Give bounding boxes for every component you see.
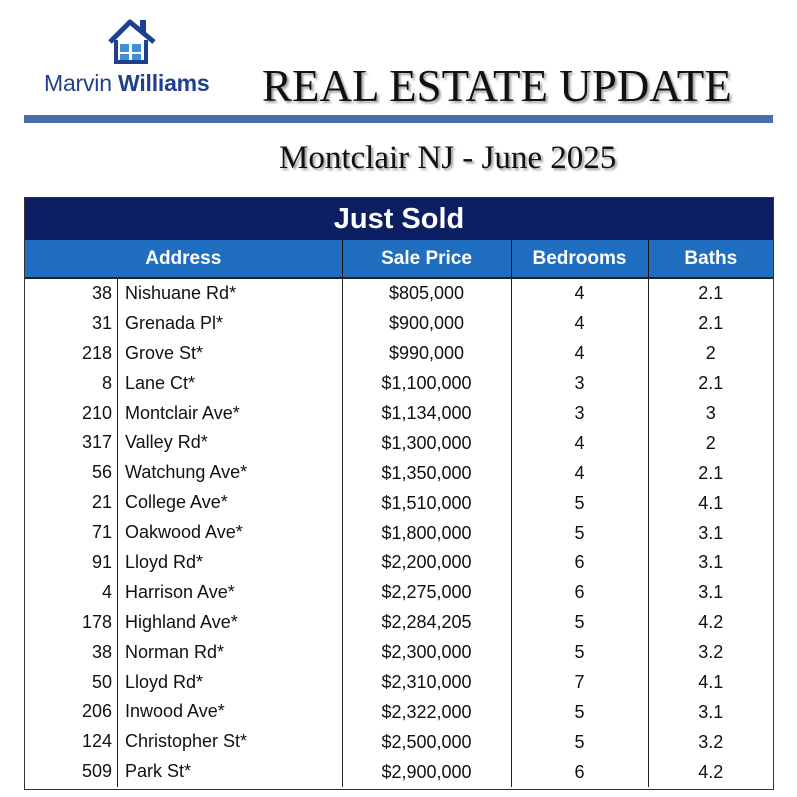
street-number: 4: [25, 578, 118, 608]
bedrooms-cell: 6: [511, 757, 648, 787]
address-cell: [25, 668, 342, 698]
bedrooms-cell: 5: [511, 638, 648, 668]
sale-price-cell: $2,310,000: [342, 668, 511, 698]
bedrooms-cell: 5: [511, 727, 648, 757]
bedrooms-cell: 5: [511, 488, 648, 518]
street-number: 178: [25, 608, 118, 638]
table-row: [25, 488, 773, 518]
table-row: [25, 638, 773, 668]
address-cell: [25, 369, 342, 399]
street-number: 38: [25, 279, 118, 309]
sale-price-cell: $2,500,000: [342, 727, 511, 757]
street-number: 91: [25, 548, 118, 578]
bedrooms-cell: 4: [511, 278, 648, 309]
street-name: College Ave*: [125, 492, 228, 513]
bedrooms-cell: 6: [511, 548, 648, 578]
street-number: 8: [25, 369, 118, 399]
street-number: 56: [25, 458, 118, 488]
sale-price-cell: $805,000: [342, 278, 511, 309]
baths-cell: 4.1: [648, 668, 773, 698]
table-row: [25, 548, 773, 578]
bedrooms-cell: 3: [511, 369, 648, 399]
baths-cell: 3: [648, 399, 773, 429]
bedrooms-cell: 3: [511, 399, 648, 429]
table-row: [25, 458, 773, 488]
address-cell: [25, 399, 342, 429]
brand-last-name: Williams: [118, 70, 210, 96]
house-logo-icon: [104, 14, 160, 66]
column-header-bedrooms: Bedrooms: [511, 240, 648, 278]
sale-price-cell: $1,300,000: [342, 428, 511, 458]
street-name: Oakwood Ave*: [125, 522, 243, 543]
street-name: Christopher St*: [125, 731, 248, 752]
table-row: [25, 757, 773, 787]
sale-price-cell: $1,134,000: [342, 399, 511, 429]
street-number: 206: [25, 697, 118, 727]
address-cell: [25, 278, 342, 309]
sale-price-cell: $990,000: [342, 339, 511, 369]
baths-cell: 3.2: [648, 727, 773, 757]
page-title: REAL ESTATE UPDATE: [262, 61, 732, 111]
street-number: 21: [25, 488, 118, 518]
street-name: Lloyd Rd*: [125, 671, 204, 692]
column-header-baths: Baths: [648, 240, 773, 278]
address-cell: [25, 757, 342, 787]
baths-cell: 3.1: [648, 548, 773, 578]
sales-table-panel: [24, 197, 774, 790]
baths-cell: 3.1: [648, 697, 773, 727]
sale-price-cell: $1,800,000: [342, 518, 511, 548]
sale-price-cell: $2,284,205: [342, 608, 511, 638]
street-number: 71: [25, 518, 118, 548]
brand-first-name: Marvin: [44, 70, 112, 96]
baths-cell: 4.2: [648, 608, 773, 638]
bedrooms-cell: 7: [511, 668, 648, 698]
street-name: Park St*: [125, 761, 192, 782]
street-name: Watchung Ave*: [125, 462, 248, 483]
table-row: [25, 727, 773, 757]
street-name: Harrison Ave*: [125, 581, 235, 602]
baths-cell: 4.2: [648, 757, 773, 787]
address-cell: [25, 638, 342, 668]
bedrooms-cell: 4: [511, 428, 648, 458]
sale-price-cell: $900,000: [342, 309, 511, 339]
sale-price-cell: $1,510,000: [342, 488, 511, 518]
street-name: Inwood Ave*: [125, 701, 225, 722]
street-name: Valley Rd*: [125, 432, 208, 453]
baths-cell: 3.1: [648, 578, 773, 608]
street-number: 124: [25, 727, 118, 757]
table-row: [25, 428, 773, 458]
street-number: 210: [25, 399, 118, 429]
street-number: 218: [25, 339, 118, 369]
table-row: [25, 339, 773, 369]
bedrooms-cell: 5: [511, 518, 648, 548]
sale-price-cell: $2,900,000: [342, 757, 511, 787]
street-number: 317: [25, 428, 118, 458]
sale-price-cell: $1,100,000: [342, 369, 511, 399]
bedrooms-cell: 4: [511, 458, 648, 488]
address-cell: [25, 488, 342, 518]
sales-table: [25, 240, 773, 787]
baths-cell: 2.1: [648, 458, 773, 488]
table-banner: Just Sold: [25, 198, 773, 240]
address-cell: [25, 428, 342, 458]
table-row: [25, 668, 773, 698]
table-row: [25, 399, 773, 429]
street-name: Nishuane Rd*: [125, 283, 237, 303]
column-header-address: Address: [25, 240, 342, 278]
column-header-sale-price: Sale Price: [342, 240, 511, 278]
address-cell: [25, 548, 342, 578]
table-row: [25, 309, 773, 339]
baths-cell: 2.1: [648, 369, 773, 399]
bedrooms-cell: 4: [511, 309, 648, 339]
table-header-row: [25, 240, 773, 278]
sale-price-cell: $2,300,000: [342, 638, 511, 668]
brand-name: [44, 70, 210, 97]
sale-price-cell: $1,350,000: [342, 458, 511, 488]
baths-cell: 3.1: [648, 518, 773, 548]
address-cell: [25, 727, 342, 757]
street-name: Grove St*: [125, 342, 204, 363]
address-cell: [25, 697, 342, 727]
sale-price-cell: $2,322,000: [342, 697, 511, 727]
table-row: [25, 578, 773, 608]
baths-cell: 4.1: [648, 488, 773, 518]
table-row: [25, 278, 773, 309]
street-name: Norman Rd*: [125, 641, 225, 662]
bedrooms-cell: 6: [511, 578, 648, 608]
address-cell: [25, 578, 342, 608]
address-cell: [25, 458, 342, 488]
street-name: Montclair Ave*: [125, 402, 240, 423]
bedrooms-cell: 4: [511, 339, 648, 369]
address-cell: [25, 608, 342, 638]
header-divider: [24, 115, 773, 123]
sale-price-cell: $2,200,000: [342, 548, 511, 578]
street-name: Grenada Pl*: [125, 312, 224, 333]
sale-price-cell: $2,275,000: [342, 578, 511, 608]
street-name: Lane Ct*: [125, 372, 196, 393]
table-body: [25, 278, 773, 787]
bedrooms-cell: 5: [511, 608, 648, 638]
bedrooms-cell: 5: [511, 697, 648, 727]
baths-cell: 3.2: [648, 638, 773, 668]
table-row: [25, 697, 773, 727]
address-cell: [25, 339, 342, 369]
table-row: [25, 608, 773, 638]
brand-logo: [40, 14, 230, 96]
street-number: 31: [25, 309, 118, 339]
baths-cell: 2.1: [648, 278, 773, 309]
page-subtitle: Montclair NJ - June 2025: [279, 140, 617, 176]
baths-cell: 2: [648, 339, 773, 369]
address-cell: [25, 518, 342, 548]
street-name: Highland Ave*: [125, 611, 238, 632]
street-name: Lloyd Rd*: [125, 552, 204, 573]
baths-cell: 2.1: [648, 309, 773, 339]
street-number: 38: [25, 638, 118, 668]
table-row: [25, 518, 773, 548]
street-number: 509: [25, 757, 118, 787]
address-cell: [25, 309, 342, 339]
street-number: 50: [25, 668, 118, 698]
table-row: [25, 369, 773, 399]
baths-cell: 2: [648, 428, 773, 458]
